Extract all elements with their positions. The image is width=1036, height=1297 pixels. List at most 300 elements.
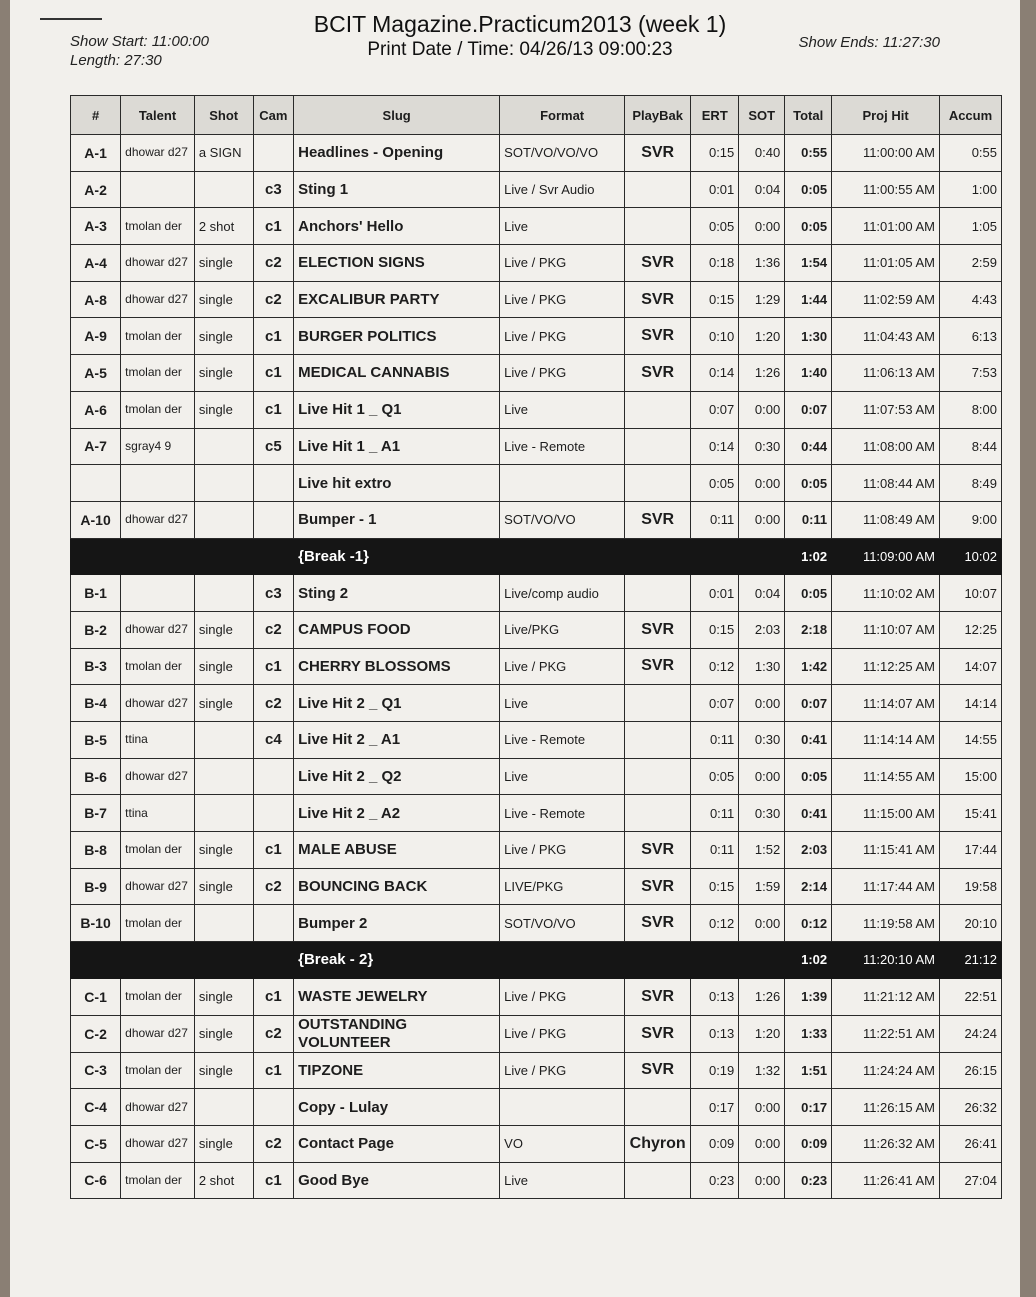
accum-cell: 27:04 [939, 1162, 1001, 1199]
sot-cell: 1:30 [739, 648, 785, 685]
break-total: 1:02 [785, 538, 832, 575]
shot-cell [194, 722, 253, 759]
playback-cell [625, 575, 691, 612]
sot-cell: 0:04 [739, 171, 785, 208]
camera-cell [253, 905, 294, 942]
col-header-accum: Accum [939, 96, 1001, 135]
talent-cell: dhowar d27 [121, 135, 195, 172]
total-cell: 0:41 [785, 795, 832, 832]
row-id-cell: B-1 [71, 575, 121, 612]
col-header-talent: Talent [121, 96, 195, 135]
shot-cell [194, 758, 253, 795]
ert-cell: 0:01 [691, 575, 739, 612]
shot-cell [194, 575, 253, 612]
break-spacer [71, 942, 294, 979]
format-cell: Live - Remote [500, 428, 625, 465]
accum-cell: 14:14 [939, 685, 1001, 722]
sot-cell: 0:00 [739, 1089, 785, 1126]
table-row [71, 685, 1002, 722]
accum-cell: 26:32 [939, 1089, 1001, 1126]
format-cell: Live / Svr Audio [500, 171, 625, 208]
slug-cell: Bumper - 1 [294, 501, 500, 538]
camera-cell [253, 135, 294, 172]
playback-cell: SVR [625, 905, 691, 942]
talent-cell: ttina [121, 795, 195, 832]
row-id-cell: C-2 [71, 1015, 121, 1052]
table-row [71, 1052, 1002, 1089]
total-cell: 0:41 [785, 722, 832, 759]
talent-cell: tmolan der [121, 905, 195, 942]
ert-cell: 0:11 [691, 832, 739, 869]
table-row [71, 758, 1002, 795]
format-cell: Live / PKG [500, 281, 625, 318]
row-id-cell: A-3 [71, 208, 121, 245]
table-row [71, 391, 1002, 428]
show-ends: Show Ends: 11:27:30 [798, 34, 940, 51]
accum-cell: 10:07 [939, 575, 1001, 612]
proj-hit-cell: 11:26:41 AM [832, 1162, 940, 1199]
table-row [71, 978, 1002, 1015]
title-block [240, 10, 800, 62]
shot-cell [194, 171, 253, 208]
format-cell: VO [500, 1125, 625, 1162]
shot-cell: single [194, 978, 253, 1015]
playback-cell [625, 428, 691, 465]
ert-cell: 0:11 [691, 501, 739, 538]
shot-cell: single [194, 1015, 253, 1052]
col-header-format: Format [500, 96, 625, 135]
talent-cell: dhowar d27 [121, 1015, 195, 1052]
accum-cell: 1:00 [939, 171, 1001, 208]
slug-cell: Sting 1 [294, 171, 500, 208]
accum-cell: 8:44 [939, 428, 1001, 465]
table-row [71, 868, 1002, 905]
row-id-cell: A-10 [71, 501, 121, 538]
table-row [71, 428, 1002, 465]
page-title: BCIT Magazine.Practicum2013 (week 1) [313, 11, 727, 37]
camera-cell: c4 [253, 722, 294, 759]
table-row [71, 648, 1002, 685]
row-id-cell: C-3 [71, 1052, 121, 1089]
playback-cell [625, 1162, 691, 1199]
camera-cell [253, 501, 294, 538]
ert-cell: 0:17 [691, 1089, 739, 1126]
slug-cell: Copy - Lulay [294, 1089, 500, 1126]
talent-cell: ttina [121, 722, 195, 759]
camera-cell [253, 465, 294, 502]
sot-cell: 0:00 [739, 391, 785, 428]
playback-cell: SVR [625, 135, 691, 172]
total-cell: 0:05 [785, 575, 832, 612]
proj-hit-cell: 11:17:44 AM [832, 868, 940, 905]
table-row [71, 501, 1002, 538]
playback-cell: SVR [625, 355, 691, 392]
proj-hit-cell: 11:01:00 AM [832, 208, 940, 245]
ert-cell: 0:07 [691, 685, 739, 722]
format-cell: Live [500, 1162, 625, 1199]
table-row [71, 575, 1002, 612]
talent-cell: dhowar d27 [121, 868, 195, 905]
playback-cell: SVR [625, 978, 691, 1015]
accum-cell: 8:49 [939, 465, 1001, 502]
camera-cell: c2 [253, 1125, 294, 1162]
col-header-cam: Cam [253, 96, 294, 135]
ert-cell: 0:12 [691, 905, 739, 942]
talent-cell: tmolan der [121, 832, 195, 869]
table-row [71, 318, 1002, 355]
sot-cell: 1:29 [739, 281, 785, 318]
row-id-cell: B-3 [71, 648, 121, 685]
playback-cell [625, 208, 691, 245]
accum-cell: 7:53 [939, 355, 1001, 392]
camera-cell: c1 [253, 978, 294, 1015]
proj-hit-cell: 11:14:55 AM [832, 758, 940, 795]
sot-cell: 0:00 [739, 208, 785, 245]
format-cell: Live / PKG [500, 1052, 625, 1089]
table-row [71, 1125, 1002, 1162]
slug-cell: OUTSTANDING VOLUNTEER [294, 1015, 500, 1052]
camera-cell: c1 [253, 318, 294, 355]
total-cell: 0:09 [785, 1125, 832, 1162]
sot-cell: 0:00 [739, 905, 785, 942]
ert-cell: 0:15 [691, 135, 739, 172]
shot-cell [194, 1089, 253, 1126]
accum-cell: 2:59 [939, 245, 1001, 282]
shot-cell [194, 428, 253, 465]
ert-cell: 0:14 [691, 428, 739, 465]
ert-cell: 0:15 [691, 611, 739, 648]
row-id-cell: B-8 [71, 832, 121, 869]
row-id-cell: A-5 [71, 355, 121, 392]
shot-cell: 2 shot [194, 1162, 253, 1199]
rundown-table [70, 95, 1002, 1199]
camera-cell: c1 [253, 832, 294, 869]
proj-hit-cell: 11:01:05 AM [832, 245, 940, 282]
format-cell: Live - Remote [500, 795, 625, 832]
col-header-sot: SOT [739, 96, 785, 135]
ert-cell: 0:15 [691, 868, 739, 905]
proj-hit-cell: 11:07:53 AM [832, 391, 940, 428]
ert-cell: 0:05 [691, 465, 739, 502]
format-cell: Live / PKG [500, 648, 625, 685]
sot-cell: 1:20 [739, 318, 785, 355]
format-cell: Live / PKG [500, 832, 625, 869]
total-cell: 1:51 [785, 1052, 832, 1089]
table-row [71, 355, 1002, 392]
sot-cell: 1:32 [739, 1052, 785, 1089]
playback-cell: SVR [625, 832, 691, 869]
format-cell: Live/comp audio [500, 575, 625, 612]
shot-cell: single [194, 318, 253, 355]
row-id-cell: A-2 [71, 171, 121, 208]
sot-cell: 0:00 [739, 758, 785, 795]
playback-cell [625, 171, 691, 208]
total-cell: 0:44 [785, 428, 832, 465]
accum-cell: 14:55 [939, 722, 1001, 759]
format-cell: Live / PKG [500, 355, 625, 392]
proj-hit-cell: 11:00:55 AM [832, 171, 940, 208]
row-id-cell: A-8 [71, 281, 121, 318]
slug-cell: Good Bye [294, 1162, 500, 1199]
talent-cell: dhowar d27 [121, 1089, 195, 1126]
ert-cell: 0:18 [691, 245, 739, 282]
talent-cell: tmolan der [121, 391, 195, 428]
talent-cell: dhowar d27 [121, 611, 195, 648]
proj-hit-cell: 11:06:13 AM [832, 355, 940, 392]
table-row [71, 281, 1002, 318]
camera-cell: c1 [253, 208, 294, 245]
total-cell: 0:07 [785, 685, 832, 722]
accum-cell: 8:00 [939, 391, 1001, 428]
table-row [71, 832, 1002, 869]
camera-cell: c1 [253, 391, 294, 428]
proj-hit-cell: 11:22:51 AM [832, 1015, 940, 1052]
ert-cell: 0:12 [691, 648, 739, 685]
proj-hit-cell: 11:12:25 AM [832, 648, 940, 685]
shot-cell: single [194, 832, 253, 869]
camera-cell: c1 [253, 1162, 294, 1199]
col-header-proj-hit: Proj Hit [832, 96, 940, 135]
total-cell: 0:05 [785, 208, 832, 245]
talent-cell: tmolan der [121, 978, 195, 1015]
break-total: 1:02 [785, 942, 832, 979]
total-cell: 1:33 [785, 1015, 832, 1052]
row-id-cell: A-6 [71, 391, 121, 428]
slug-cell: BOUNCING BACK [294, 868, 500, 905]
accum-cell: 26:41 [939, 1125, 1001, 1162]
proj-hit-cell: 11:15:00 AM [832, 795, 940, 832]
row-id-cell: A-4 [71, 245, 121, 282]
camera-cell: c1 [253, 355, 294, 392]
show-length: Length: 27:30 [70, 52, 162, 69]
slug-cell: BURGER POLITICS [294, 318, 500, 355]
break-label: {Break -1} [294, 538, 785, 575]
proj-hit-cell: 11:02:59 AM [832, 281, 940, 318]
break-label: {Break - 2} [294, 942, 785, 979]
camera-cell: c1 [253, 648, 294, 685]
accum-cell: 14:07 [939, 648, 1001, 685]
row-id-cell: B-7 [71, 795, 121, 832]
shot-cell: single [194, 868, 253, 905]
talent-cell: dhowar d27 [121, 281, 195, 318]
header-rule [40, 18, 102, 20]
proj-hit-cell: 11:24:24 AM [832, 1052, 940, 1089]
playback-cell: SVR [625, 501, 691, 538]
format-cell: Live / PKG [500, 978, 625, 1015]
row-id-cell: B-4 [71, 685, 121, 722]
print-date: Print Date / Time: 04/26/13 09:00:23 [367, 39, 673, 60]
table-row [71, 171, 1002, 208]
ert-cell: 0:10 [691, 318, 739, 355]
row-id-cell: A-1 [71, 135, 121, 172]
proj-hit-cell: 11:15:41 AM [832, 832, 940, 869]
playback-cell [625, 685, 691, 722]
break-proj-hit: 11:20:10 AM [832, 942, 940, 979]
slug-cell: Live Hit 2 _ Q1 [294, 685, 500, 722]
proj-hit-cell: 11:14:07 AM [832, 685, 940, 722]
playback-cell: SVR [625, 868, 691, 905]
total-cell: 0:12 [785, 905, 832, 942]
shot-cell: a SIGN [194, 135, 253, 172]
accum-cell: 15:41 [939, 795, 1001, 832]
camera-cell: c2 [253, 685, 294, 722]
talent-cell: dhowar d27 [121, 758, 195, 795]
camera-cell [253, 758, 294, 795]
talent-cell: sgray4 9 [121, 428, 195, 465]
accum-cell: 24:24 [939, 1015, 1001, 1052]
proj-hit-cell: 11:26:32 AM [832, 1125, 940, 1162]
proj-hit-cell: 11:14:14 AM [832, 722, 940, 759]
ert-cell: 0:14 [691, 355, 739, 392]
row-id-cell: B-5 [71, 722, 121, 759]
total-cell: 0:55 [785, 135, 832, 172]
format-cell: Live / PKG [500, 1015, 625, 1052]
talent-cell: tmolan der [121, 208, 195, 245]
sot-cell: 0:30 [739, 428, 785, 465]
talent-cell: tmolan der [121, 1162, 195, 1199]
playback-cell [625, 795, 691, 832]
proj-hit-cell: 11:21:12 AM [832, 978, 940, 1015]
sot-cell: 2:03 [739, 611, 785, 648]
slug-cell: ELECTION SIGNS [294, 245, 500, 282]
sot-cell: 1:26 [739, 978, 785, 1015]
col-header-playbak: PlayBak [625, 96, 691, 135]
shot-cell [194, 905, 253, 942]
break-proj-hit: 11:09:00 AM [832, 538, 940, 575]
format-cell: SOT/VO/VO [500, 905, 625, 942]
slug-cell: Live Hit 2 _ A2 [294, 795, 500, 832]
accum-cell: 12:25 [939, 611, 1001, 648]
talent-cell: dhowar d27 [121, 685, 195, 722]
ert-cell: 0:23 [691, 1162, 739, 1199]
talent-cell: dhowar d27 [121, 501, 195, 538]
playback-cell: SVR [625, 1015, 691, 1052]
sot-cell: 0:00 [739, 685, 785, 722]
row-id-cell: B-6 [71, 758, 121, 795]
col-header-number: # [71, 96, 121, 135]
total-cell: 1:42 [785, 648, 832, 685]
table-header-row [71, 96, 1002, 135]
table-row [71, 465, 1002, 502]
ert-cell: 0:11 [691, 722, 739, 759]
break-row [71, 942, 1002, 979]
camera-cell [253, 1089, 294, 1126]
table-row [71, 208, 1002, 245]
accum-cell: 19:58 [939, 868, 1001, 905]
shot-cell: 2 shot [194, 208, 253, 245]
sot-cell: 0:00 [739, 1125, 785, 1162]
playback-cell: SVR [625, 281, 691, 318]
shot-cell [194, 465, 253, 502]
ert-cell: 0:05 [691, 758, 739, 795]
sot-cell: 1:36 [739, 245, 785, 282]
table-row [71, 1162, 1002, 1199]
camera-cell: c2 [253, 281, 294, 318]
slug-cell: Live hit extro [294, 465, 500, 502]
playback-cell: Chyron [625, 1125, 691, 1162]
sot-cell: 0:40 [739, 135, 785, 172]
sot-cell: 0:00 [739, 465, 785, 502]
playback-cell [625, 1089, 691, 1126]
table-row [71, 135, 1002, 172]
slug-cell: Live Hit 2 _ Q2 [294, 758, 500, 795]
talent-cell: tmolan der [121, 1052, 195, 1089]
proj-hit-cell: 11:08:49 AM [832, 501, 940, 538]
playback-cell: SVR [625, 245, 691, 282]
accum-cell: 0:55 [939, 135, 1001, 172]
shot-cell [194, 501, 253, 538]
ert-cell: 0:11 [691, 795, 739, 832]
accum-cell: 9:00 [939, 501, 1001, 538]
ert-cell: 0:13 [691, 1015, 739, 1052]
table-row [71, 611, 1002, 648]
camera-cell: c3 [253, 575, 294, 612]
shot-cell: single [194, 1052, 253, 1089]
slug-cell: EXCALIBUR PARTY [294, 281, 500, 318]
show-start: Show Start: 11:00:00 [70, 33, 209, 50]
talent-cell: dhowar d27 [121, 245, 195, 282]
accum-cell: 26:15 [939, 1052, 1001, 1089]
accum-cell: 17:44 [939, 832, 1001, 869]
row-id-cell: B-2 [71, 611, 121, 648]
accum-cell: 6:13 [939, 318, 1001, 355]
table-row [71, 795, 1002, 832]
accum-cell: 1:05 [939, 208, 1001, 245]
format-cell: Live [500, 208, 625, 245]
format-cell: SOT/VO/VO/VO [500, 135, 625, 172]
proj-hit-cell: 11:08:44 AM [832, 465, 940, 502]
sot-cell: 1:20 [739, 1015, 785, 1052]
ert-cell: 0:19 [691, 1052, 739, 1089]
shot-cell: single [194, 245, 253, 282]
total-cell: 0:11 [785, 501, 832, 538]
talent-cell: tmolan der [121, 355, 195, 392]
slug-cell: CHERRY BLOSSOMS [294, 648, 500, 685]
total-cell: 1:54 [785, 245, 832, 282]
format-cell: Live [500, 685, 625, 722]
row-id-cell: C-1 [71, 978, 121, 1015]
format-cell [500, 465, 625, 502]
total-cell: 1:44 [785, 281, 832, 318]
table-row [71, 905, 1002, 942]
talent-cell: dhowar d27 [121, 1125, 195, 1162]
sot-cell: 0:30 [739, 722, 785, 759]
sot-cell: 0:04 [739, 575, 785, 612]
talent-cell [121, 575, 195, 612]
slug-cell: MEDICAL CANNABIS [294, 355, 500, 392]
col-header-shot: Shot [194, 96, 253, 135]
row-id-cell: B-10 [71, 905, 121, 942]
camera-cell: c3 [253, 171, 294, 208]
total-cell: 1:40 [785, 355, 832, 392]
total-cell: 0:05 [785, 758, 832, 795]
rundown-sheet [10, 0, 1020, 1297]
format-cell: LIVE/PKG [500, 868, 625, 905]
talent-cell: tmolan der [121, 648, 195, 685]
total-cell: 1:30 [785, 318, 832, 355]
accum-cell: 15:00 [939, 758, 1001, 795]
proj-hit-cell: 11:19:58 AM [832, 905, 940, 942]
slug-cell: MALE ABUSE [294, 832, 500, 869]
slug-cell: Sting 2 [294, 575, 500, 612]
sot-cell: 0:00 [739, 1162, 785, 1199]
rundown-body [71, 135, 1002, 1199]
total-cell: 1:39 [785, 978, 832, 1015]
row-id-cell: C-5 [71, 1125, 121, 1162]
table-row [71, 1015, 1002, 1052]
sot-cell: 1:59 [739, 868, 785, 905]
playback-cell [625, 465, 691, 502]
